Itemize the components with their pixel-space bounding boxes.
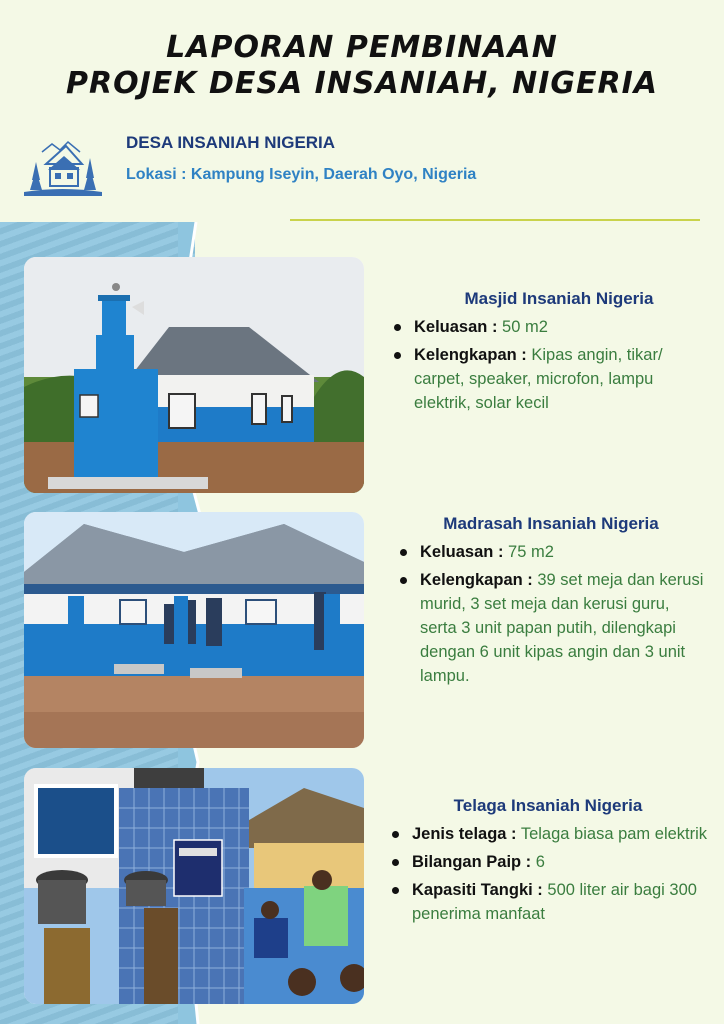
- detail-value: Kipas angin, tikar/ carpet, speaker, microfon, lampu elektrik, solar kecil: [414, 346, 663, 412]
- detail-value: 500 liter air bagi 300 penerima manfaat: [412, 881, 697, 923]
- detail-list: [390, 315, 710, 415]
- list-item: [388, 822, 708, 846]
- detail-value: 39 set meja dan kerusi murid, 3 set meja dan kerusi guru, serta 3 unit papan putih, dilengkapi dengan 6 unit kipas angin dan 3 unit lampu.: [420, 571, 704, 685]
- list-item: [390, 315, 710, 339]
- mosque-photo: [24, 257, 364, 493]
- detail-key: Kelengkapan :: [420, 571, 533, 589]
- detail-key: Kapasiti Tangki :: [412, 881, 543, 899]
- list-item: [396, 568, 706, 688]
- detail-key: Jenis telaga :: [412, 825, 517, 843]
- detail-key: Kelengkapan :: [414, 346, 527, 364]
- section-title: Madrasah Insaniah Nigeria: [443, 514, 659, 533]
- detail-key: Keluasan :: [420, 543, 504, 561]
- detail-value: 50 m2: [502, 318, 548, 336]
- detail-value: 75 m2: [508, 543, 554, 561]
- detail-value: 6: [535, 853, 545, 871]
- mosque-info: [390, 287, 710, 419]
- section-title: Telaga Insaniah Nigeria: [453, 796, 643, 815]
- page-title: [0, 30, 724, 102]
- list-item: [388, 878, 708, 926]
- detail-list: [396, 540, 706, 688]
- well-photo: [24, 768, 364, 1004]
- detail-key: Keluasan :: [414, 318, 498, 336]
- list-item: [388, 850, 708, 874]
- organization-name: DESA INSANIAH NIGERIA: [126, 133, 336, 152]
- header-divider: [290, 219, 700, 221]
- detail-list: [388, 822, 708, 926]
- title-line-1: LAPORAN PEMBINAAN: [166, 30, 558, 65]
- well-info: [388, 794, 708, 930]
- section-title: Masjid Insaniah Nigeria: [464, 289, 654, 308]
- detail-value: Telaga biasa pam elektrik: [520, 825, 708, 843]
- title-line-2: PROJEK DESA INSANIAH, NIGERIA: [66, 66, 658, 101]
- detail-key: Bilangan Paip :: [412, 853, 532, 871]
- list-item: [396, 540, 706, 564]
- village-house-icon: [22, 140, 104, 196]
- list-item: [390, 343, 710, 415]
- school-info: [396, 512, 706, 692]
- location-text: Lokasi : Kampung Iseyin, Daerah Oyo, Nigeria: [126, 166, 477, 183]
- school-photo: [24, 512, 364, 748]
